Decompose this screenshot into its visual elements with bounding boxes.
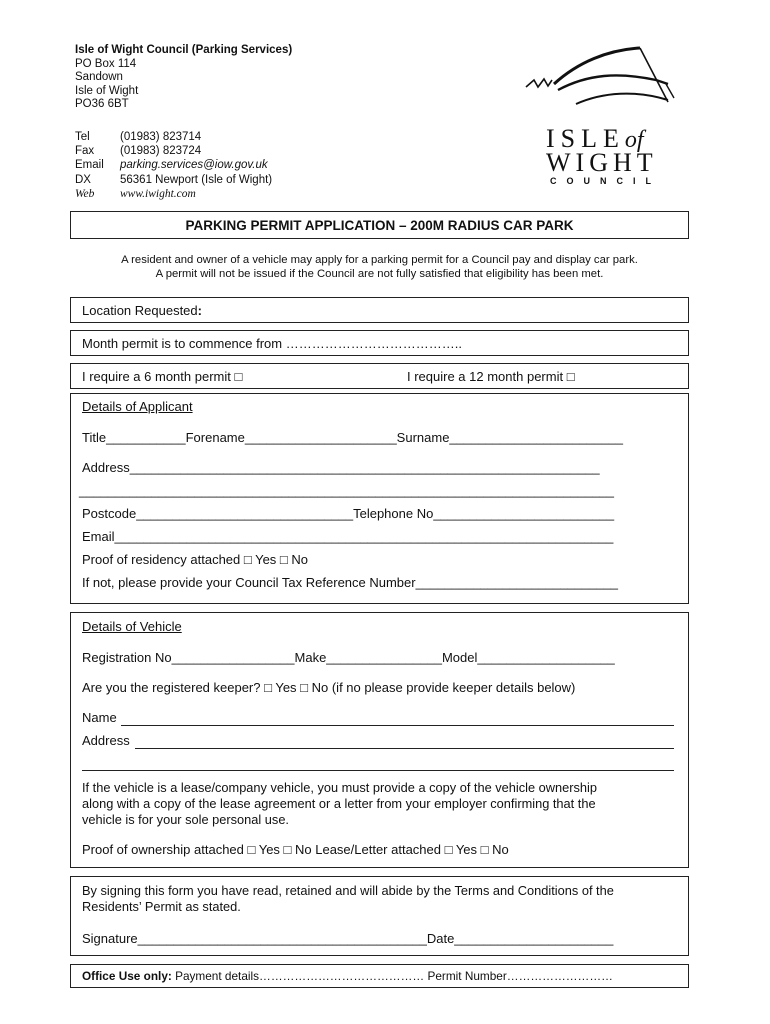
declaration-section <box>70 876 689 956</box>
six-month-checkbox[interactable]: I require a 6 month permit □ <box>82 369 243 384</box>
vehicle-fields[interactable]: Registration No_________________Make________________Model___________________ <box>82 650 615 665</box>
org-name: Isle of Wight Council (Parking Services) <box>75 44 293 56</box>
twelve-month-checkbox[interactable]: I require a 12 month permit □ <box>407 369 575 384</box>
section-heading: Details of Vehicle <box>82 619 182 634</box>
contact-details <box>75 130 272 201</box>
contact-label: Fax <box>75 145 95 158</box>
intro-line: A resident and owner of a vehicle may apply for a parking permit for a Council pay and display car park. <box>121 254 638 266</box>
council-logo <box>518 42 688 192</box>
address-line: PO36 6BT <box>75 98 129 111</box>
contact-label: Tel <box>75 131 90 143</box>
vehicle-section <box>70 612 689 868</box>
logo-text: WIGHT <box>546 148 658 177</box>
council-tax-field[interactable]: If not, please provide your Council Tax Reference Number____________________________ <box>82 575 619 590</box>
month-field[interactable] <box>70 330 689 356</box>
logo-subtext: COUNCIL <box>550 176 661 186</box>
keeper-address-label: Address <box>82 733 130 748</box>
email-link[interactable]: parking.services@iow.gov.uk <box>120 159 268 172</box>
section-heading: Details of Applicant <box>82 399 193 414</box>
keeper-address-field-2[interactable] <box>82 770 674 771</box>
applicant-section <box>70 393 689 604</box>
address-line: Isle of Wight <box>75 84 139 97</box>
postcode-phone-fields[interactable]: Postcode______________________________Telephone No_________________________ <box>82 506 615 521</box>
address-line: Sandown <box>75 71 123 84</box>
location-field[interactable] <box>70 297 689 323</box>
sender-address <box>75 44 292 112</box>
contact-value: (01983) 823714 <box>120 131 202 143</box>
email-field[interactable]: Email_____________________________________________________________________ <box>82 529 614 544</box>
lease-note: If the vehicle is a lease/company vehicle, you must provide a copy of the vehicle ownership along with a copy of the lease agreement or a letter from your employer confirming that the vehicle is for your sole personal use. <box>82 780 597 827</box>
permit-length-row <box>70 363 689 389</box>
location-label: Location Requested: <box>82 303 202 318</box>
keeper-checkboxes[interactable]: Are you the registered keeper? □ Yes □ No (if no please provide keeper details below) <box>82 680 576 695</box>
month-label: Month permit is to commence from ………………………………….. <box>82 336 462 351</box>
contact-value: (01983) 823724 <box>120 145 202 158</box>
contact-value: 56361 Newport (Isle of Wight) <box>120 173 273 186</box>
contact-label: Web <box>75 187 95 200</box>
address-line: PO Box 114 <box>75 57 137 70</box>
logo-text: ISLEof <box>546 124 644 153</box>
ownership-checkboxes[interactable]: Proof of ownership attached □ Yes □ No Lease/Letter attached □ Yes □ No <box>82 842 509 857</box>
contact-label: DX <box>75 173 91 186</box>
office-use-text: Office Use only: Payment details…………………………………… Permit Number……………………… <box>82 969 613 983</box>
name-fields[interactable]: Title___________Forename_____________________Surname________________________ <box>82 430 623 445</box>
contact-label: Email <box>75 159 104 172</box>
signature-date-fields[interactable]: Signature________________________________________Date______________________ <box>82 931 614 946</box>
address-field-2[interactable]: __________________________________________________________________________ <box>79 483 615 498</box>
keeper-name-label: Name <box>82 710 117 725</box>
office-use-row <box>70 964 689 988</box>
web-link[interactable]: www.iwight.com <box>120 187 196 200</box>
declaration-text: By signing this form you have read, retained and will abide by the Terms and Conditions of the Residents’ Permit as stated. <box>82 883 614 914</box>
keeper-name-field[interactable] <box>121 725 674 726</box>
intro-text <box>70 253 689 281</box>
form-title: PARKING PERMIT APPLICATION – 200M RADIUS CAR PARK <box>70 211 689 239</box>
address-field[interactable]: Address_________________________________________________________________ <box>82 460 600 475</box>
keeper-address-field[interactable] <box>135 748 674 749</box>
intro-line: A permit will not be issued if the Council are not fully satisfied that eligibility has been met. <box>155 268 604 280</box>
residency-proof-checkboxes[interactable]: Proof of residency attached □ Yes □ No <box>82 552 309 567</box>
